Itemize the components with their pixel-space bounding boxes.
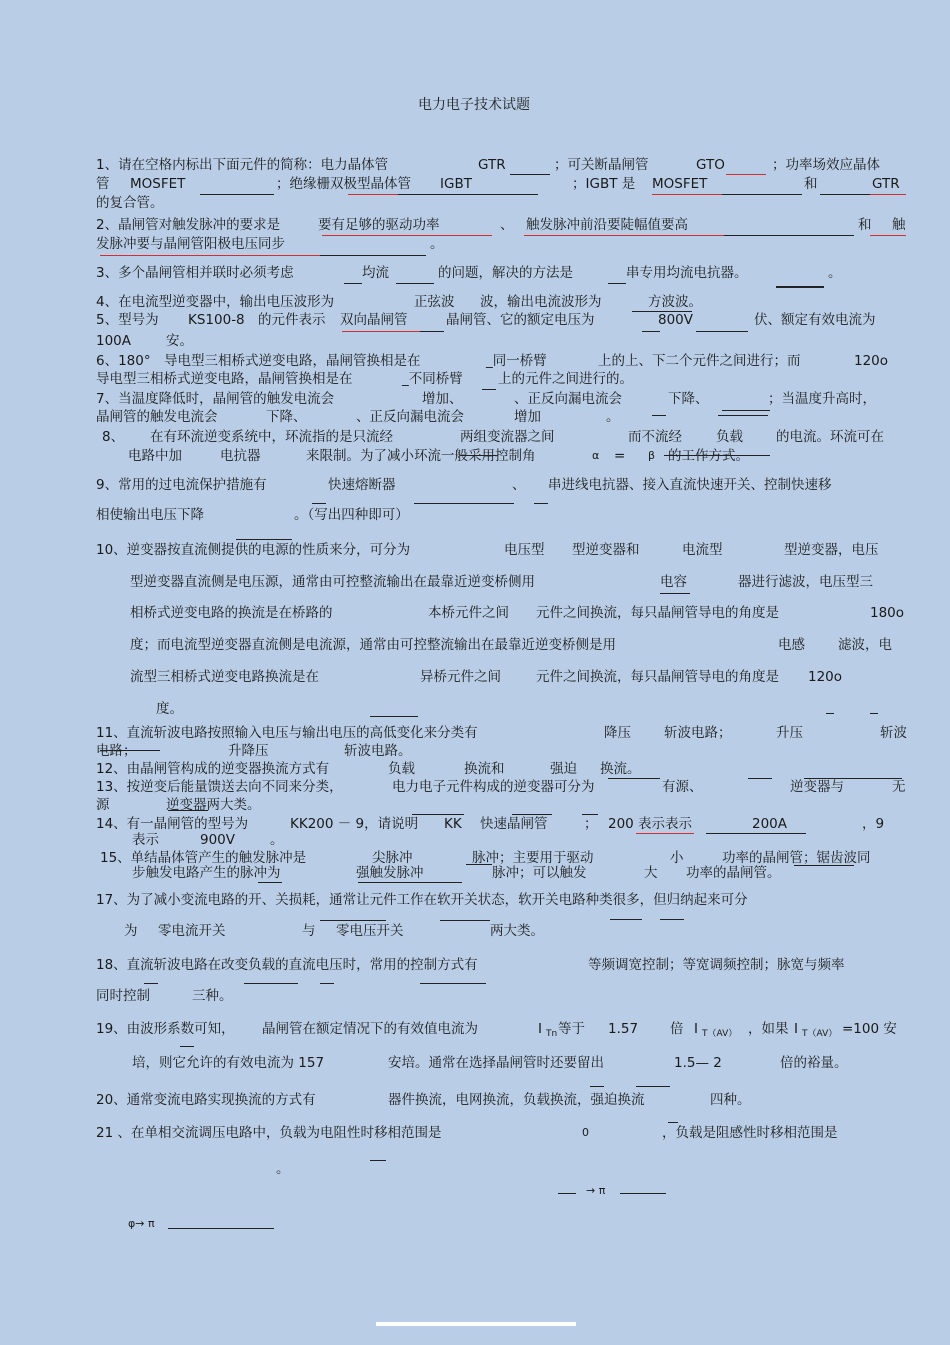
answer-gto: GTO: [696, 157, 725, 173]
page-title: 电力电子技术试题: [418, 97, 530, 113]
answer-gtr: GTR: [478, 157, 506, 173]
exam-page: 电力电子技术试题 1、请在空格内标出下面元件的简称：电力晶体管 GTR ；可关断晶闸管 GTO ；功率场效应晶体 管 MOSFET ；绝缘栅双极型晶体管 IGBT ；IGBT 是 MOSFET 和 GTR 的复合管。 2、晶闸管对触发脉冲的要求是 要有足够的驱动功率 、 触发脉冲前沿要陡幅值要高 和 触 发脉冲要与晶闸管阳极电压同步 。 3、多个晶闸管相并联时必须考虑 均流 的问题，解决的方法是 串专用均流电抗器。 。 4、在电流型逆变器中，输出电压波形为 正弦波 波，输出电流波形为 方波波。 5、型号为 KS100-8 的元件表示 双向晶闸管 晶闸管、它的额定电压为 800V 伏、额定有效电流为 100A 安。 6、180° 导电型三相桥式逆变电路，晶闸管换相是在 _同一桥臂 上的上、下二个元件之间进行；而 120o 导电型三相桥式逆变电路，晶闸管换相是在 _不同桥臂 上的元件之间进行的。 7、当温度降低时，晶闸管的触发电流会 增加、 、正反向漏电流会 下降、 ；当温度升高时， 晶闸管的触发电流会 下降、 、正反向漏电流会 增加 。 8、 在有环流逆变系统中，环流指的是只流经 两组变流器之间 而不流经 负载 的电流。环流可在 电路中加 电抗器 来限制。为了减小环流一般采用控制角 α = β 的工作方式。 9、常用的过电流保护措施有 快速熔断器 、 串进线电抗器、接入直流快速开关、控制快速移 相使输出电压下降 。（写出四种即可） 10、逆变器按直流侧提供的电源的性质来分，可分为 电压型 型逆变器和 电流型 型逆变器，电压 型逆变器直流侧是电压源，通常由可控整流输出在最靠近逆变桥侧用 电容 器进行滤波，电压型三 相桥式逆变电路的换流是在桥路的 本桥元件之间 元件之间换流，每只晶闸管导电的角度是 180o 度；而电流型逆变器直流侧是电流源，通常由可控整流输出在最靠近逆变桥侧是用 电感 滤波，电 流型三相桥式逆变电路换流是在 异桥元件之间 元件之间换流，每只晶闸管导电的角度是 120o 度。 11、直流斩波电路按照输入电压与输出电压的高低变化来分类有 降压 斩波电路； 升压 斩波 电路； 升降压 斩波电路。 12、由晶闸管构成的逆变器换流方式有 负载 换流和 强迫 换流。 13、按逆变后能量馈送去向不同来分类， 电力电子元件构成的逆变器可分为 有源、 逆变器与 无 源 逆变器两大类。 14、有一晶闸管的型号为 KK200 － 9，请说明 KK 快速晶闸管 ； 200 表示表示 200A ，9 表示 900V 。 15、单结晶体管产生的触发脉冲是 尖脉冲 脉冲；主要用于驱动 小 功率的晶闸管；锯齿波同 步触发电路产生的脉冲为 强触发脉冲 脉冲；可以触发 大 功率的晶闸管。 17、为了减小变流电路的开、关损耗，通常让元件工作在软开关状态，软开关电路种类很多，但归纳起来可分 为 零电流开关 与 零电压开关 两大类。 18、直流斩波电路在改变负载的直流电压时，常用的控制方式有 等频调宽控制；等宽调频控制；脉宽与频率 同时控制 三种。 19、由波形系数可知， 晶闸管在额定情况下的有效值电流为 I Tn 等于 1.57 倍 I T（AV） ，如果 I T（AV） =100 安 培，则它允许的有效电流为 157 安培。通常在选择晶闸管时还要留出 1.5— 2 倍的裕量。 20、通常变流电路实现换流的方式有 器件换流，电网换流，负载换流，强迫换流 四种。 21 、在单相交流调压电路中，负载为电阻性时移相范围是 0 ，负载是阻感性时移相范围是 。 → π φ→ π: [4, 6, 944, 1342]
answer-igbt: IGBT: [440, 176, 472, 192]
page-scroll-indicator: [376, 1322, 576, 1326]
answer-mosfet: MOSFET: [130, 176, 186, 192]
answer-mosfet-2: MOSFET: [652, 176, 708, 192]
answer-gtr-2: GTR: [872, 176, 900, 192]
